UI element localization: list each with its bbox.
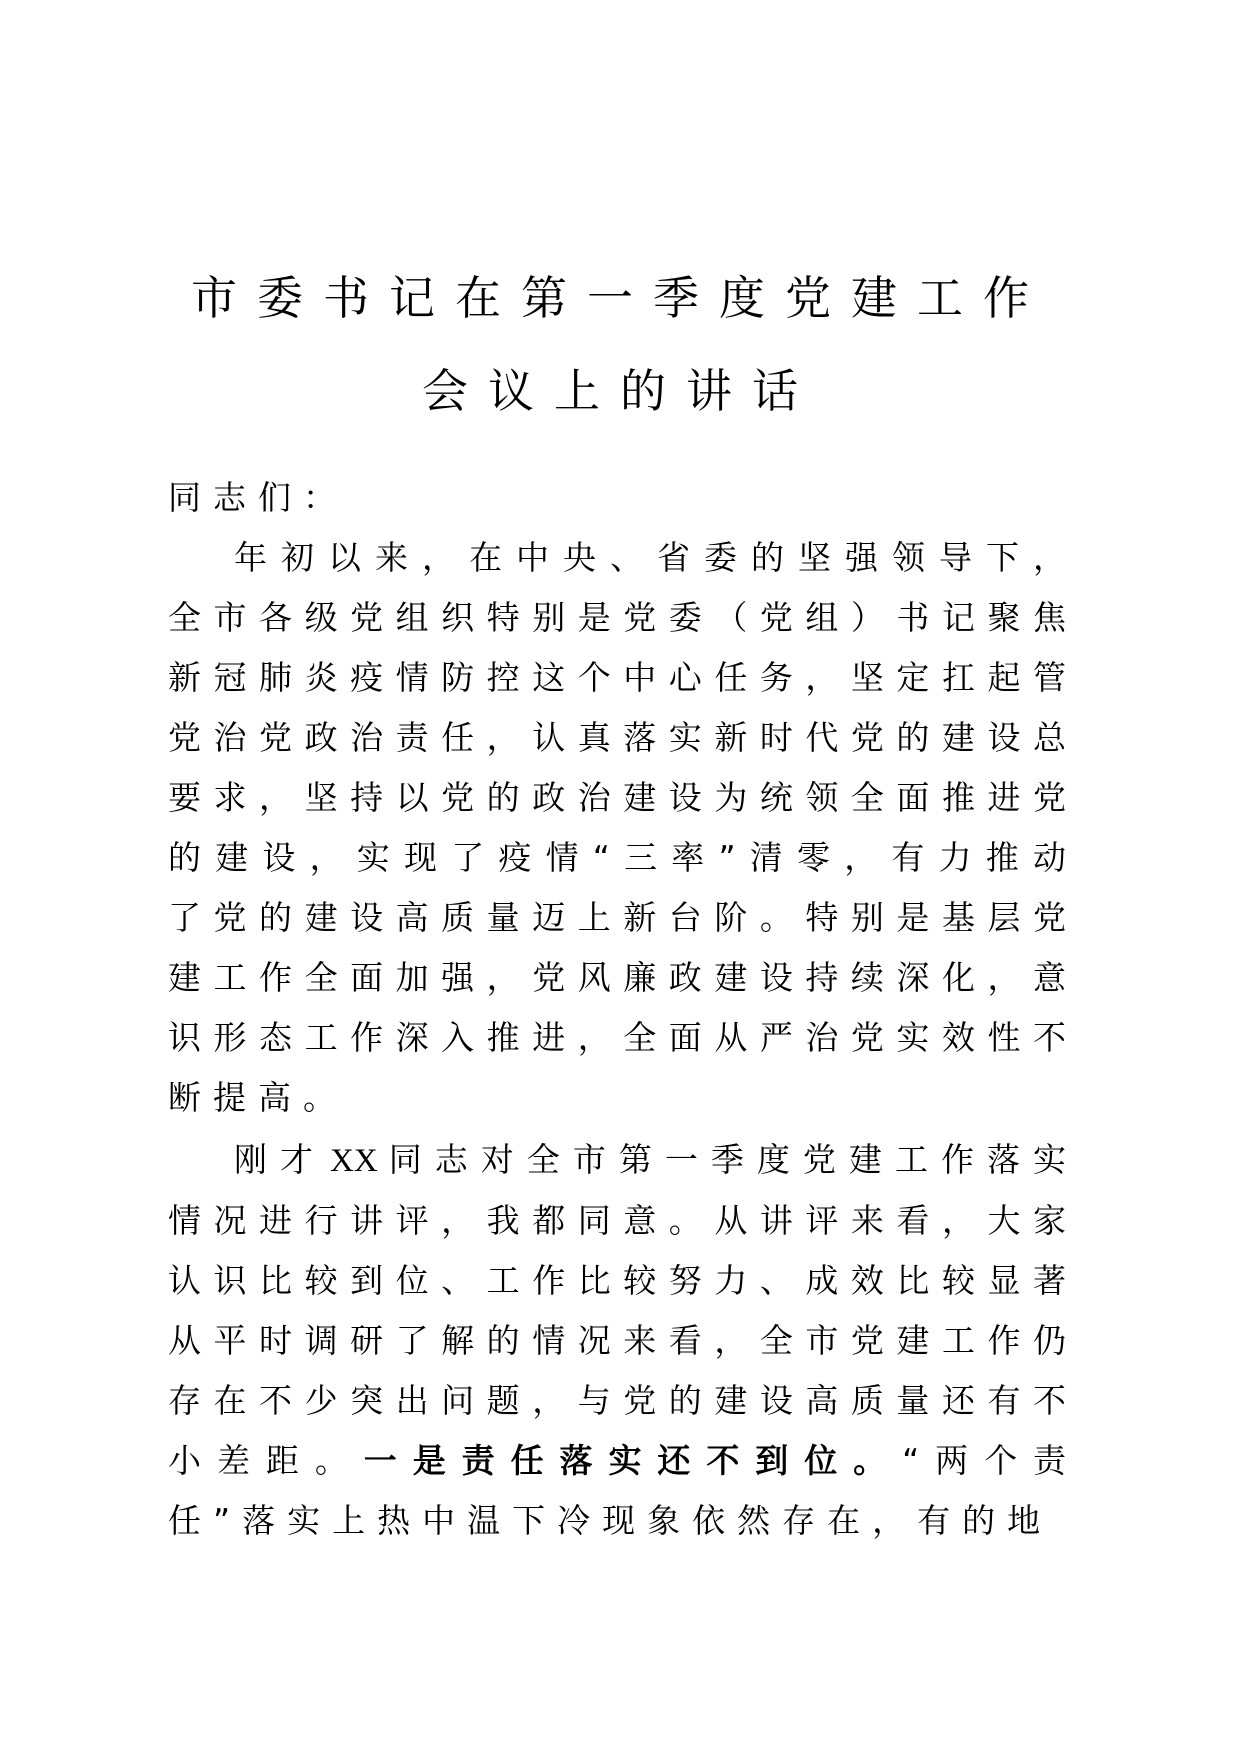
paragraph-2-bold-point: 一是责任落实还不到位。 — [363, 1441, 903, 1480]
document-title-line-1: 市委书记在第一季度党建工作 — [191, 270, 1049, 325]
paragraph-2 — [168, 1130, 1078, 1551]
paragraph-2-tail: “两个责任”落实上热中温下冷现象依然存在，有的地 — [168, 1441, 1079, 1540]
document-title-line-2: 会议上的讲话 — [422, 363, 818, 418]
paragraph-2-name: XX — [330, 1143, 378, 1179]
paragraph-2-lead: 刚才 — [234, 1140, 327, 1179]
paragraph-1: 年初以来，在中央、省委的坚强领导下，全市各级党组织特别是党委（党组）书记聚焦新冠肺炎疫情防控这个中心任务，坚定扛起管党治党政治责任，认真落实新时代党的建设总要求，坚持以党的政治建设为统领全面推进党的建设，实现了疫情“三率”清零，有力推动了党的建设高质量迈上新台阶。特别是基层党建工作全面加强，党风廉政建设持续深化，意识形态工作深入推进，全面从严治党实效性不断提高。 — [168, 538, 1078, 1117]
salutation: 同志们： — [168, 478, 348, 517]
paragraph-2-body: 同志对全市第一季度党建工作落实情况进行讲评，我都同意。从讲评来看，大家认识比较到位、工作比较努力、成效比较显著从平时调研了解的情况来看，全市党建工作仍存在不少突出问题，与党的建设高质量还有不小差距。 — [168, 1140, 1079, 1480]
